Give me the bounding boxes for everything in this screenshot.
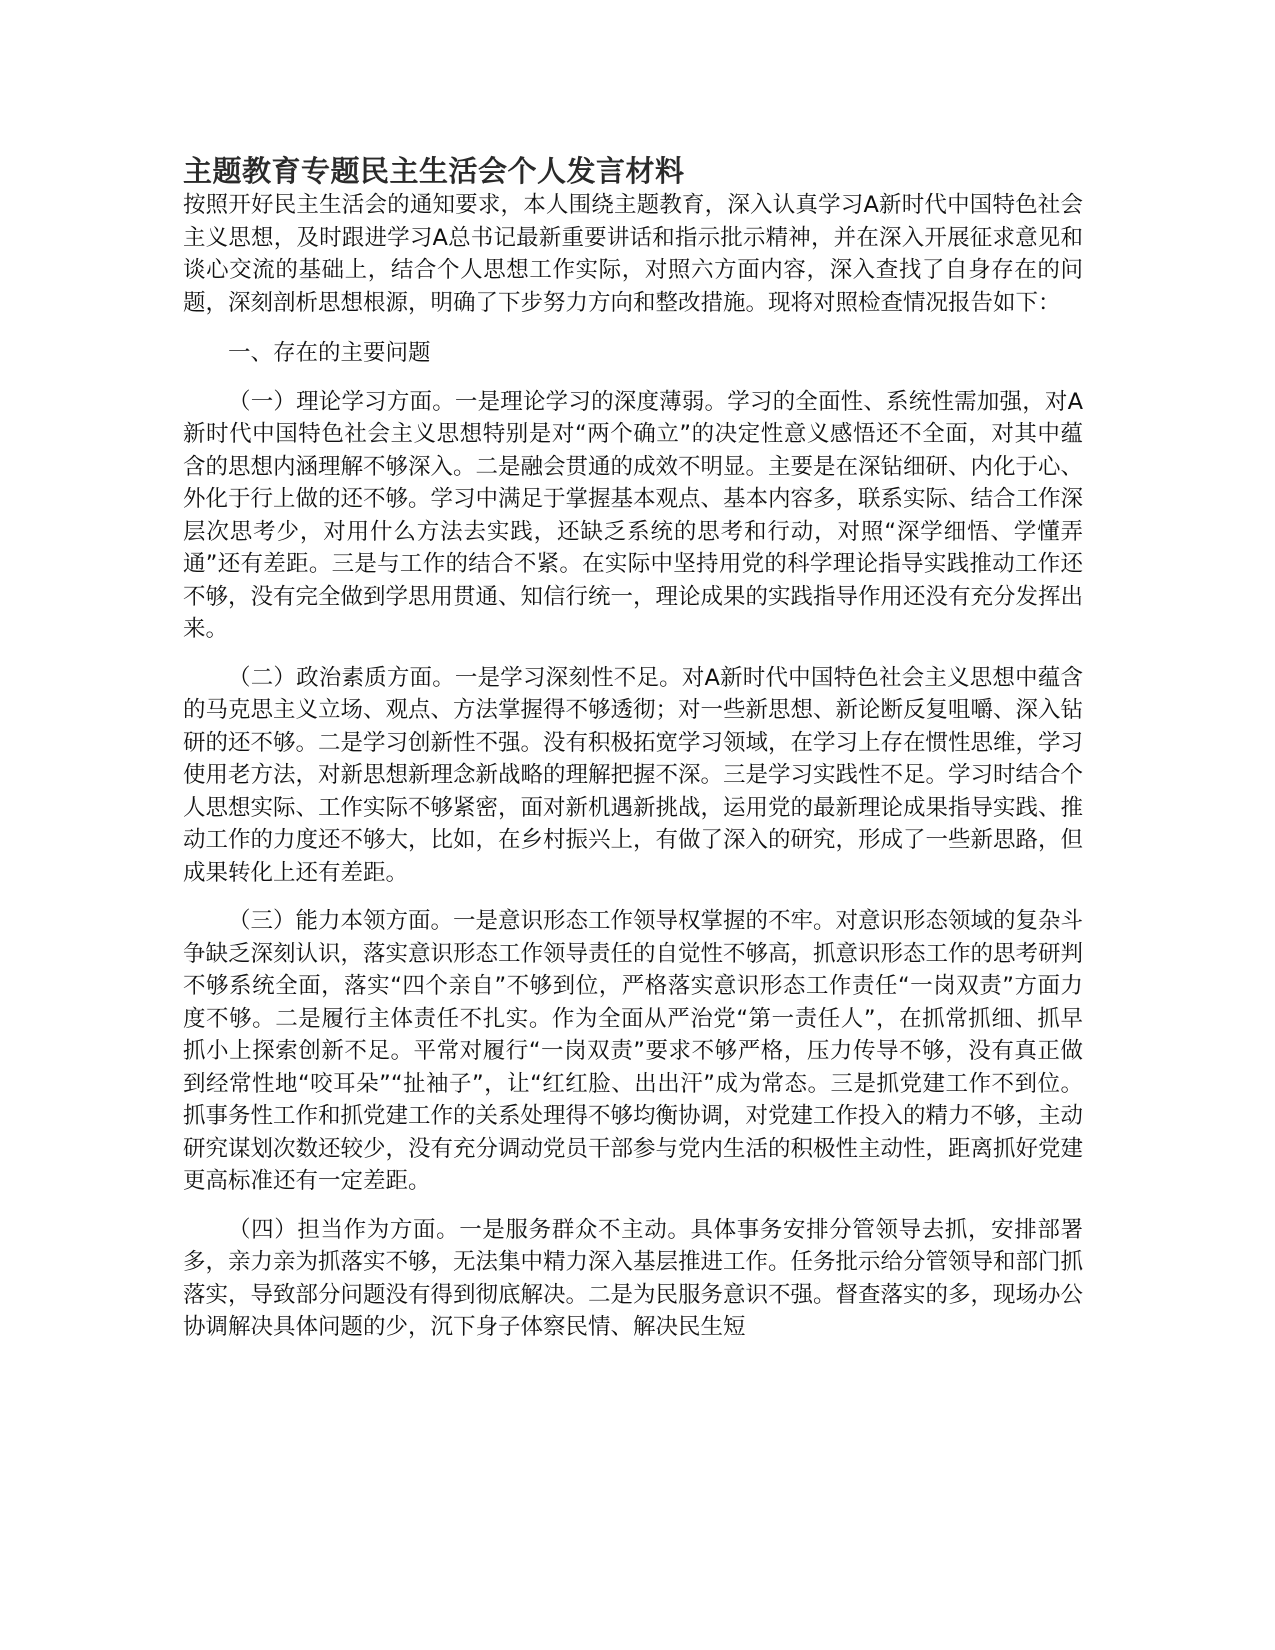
section-political-quality: （二）政治素质方面。一是学习深刻性不足。对A新时代中国特色社会主义思想中蕴含的马克思主义立场、观点、方法掌握得不够透彻；对一些新思想、新论断反复咀嚼、深入钻研的还不够。二是学习创新性不强。没有积极拓宽学习领域，在学习上存在惯性思维，学习使用老方法，对新思想新理念新战略的理解把握不深。三是学习实践性不足。学习时结合个人思想实际、工作实际不够紧密，面对新机遇新挑战，运用党的最新理论成果指导实践、推动工作的力度还不够大，比如，在乡村振兴上，有做了深入的研究，形成了一些新思路，但成果转化上还有差距。 — [183, 664, 1084, 886]
document-title: 主题教育专题民主生活会个人发言材料 — [183, 154, 685, 188]
section-heading-main-problems: 一、存在的主要问题 — [228, 340, 431, 366]
intro-paragraph: 按照开好民主生活会的通知要求，本人围绕主题教育，深入认真学习A新时代中国特色社会主义思想，及时跟进学习A总书记最新重要讲话和指示批示精神，并在深入开展征求意见和谈心交流的基础上，结合个人思想工作实际，对照六方面内容，深入查找了自身存在的问题，深刻剖析思想根源，明确了下步努力方向和整改措施。现将对照检查情况报告如下： — [183, 192, 1083, 316]
section-theory-study: （一）理论学习方面。一是理论学习的深度薄弱。学习的全面性、系统性需加强，对A新时代中国特色社会主义思想特别是对“两个确立”的决定性意义感悟还不全面，对其中蕴含的思想内涵理解不够深入。二是融会贯通的成效不明显。主要是在深钻细研、内化于心、外化于行上做的还不够。学习中满足于掌握基本观点、基本内容多，联系实际、结合工作深层次思考少，对用什么方法去实践，还缺乏系统的思考和行动，对照“深学细悟、学懂弄通”还有差距。三是与工作的结合不紧。在实际中坚持用党的科学理论指导实践推动工作还不够，没有完全做到学思用贯通、知信行统一，理论成果的实践指导作用还没有充分发挥出来。 — [183, 388, 1084, 642]
section-ability: （三）能力本领方面。一是意识形态工作领导权掌握的不牢。对意识形态领域的复杂斗争缺乏深刻认识，落实意识形态工作领导责任的自觉性不够高，抓意识形态工作的思考研判不够系统全面，落实“四个亲自”不够到位，严格落实意识形态工作责任“一岗双责”方面力度不够。二是履行主体责任不扎实。作为全面从严治党“第一责任人”，在抓常抓细、抓早抓小上探索创新不足。平常对履行“一岗双责”要求不够严格，压力传导不够，没有真正做到经常性地“咬耳朵”“扯袖子”，让“红红脸、出出汗”成为常态。三是抓党建工作不到位。抓事务性工作和抓党建工作的关系处理得不够均衡协调，对党建工作投入的精力不够，主动研究谋划次数还较少，没有充分调动党员干部参与党内生活的积极性主动性，距离抓好党建更高标准还有一定差距。 — [183, 908, 1084, 1194]
document-body — [183, 153, 1083, 1344]
section-responsibility: （四）担当作为方面。一是服务群众不主动。具体事务安排分管领导去抓，安排部署多，亲力亲为抓落实不够，无法集中精力深入基层推进工作。任务批示给分管领导和部门抓落实，导致部分问题没有得到彻底解决。二是为民服务意识不强。督查落实的多，现场办公协调解决具体问题的少，沉下身子体察民情、解决民生短 — [183, 1216, 1084, 1340]
